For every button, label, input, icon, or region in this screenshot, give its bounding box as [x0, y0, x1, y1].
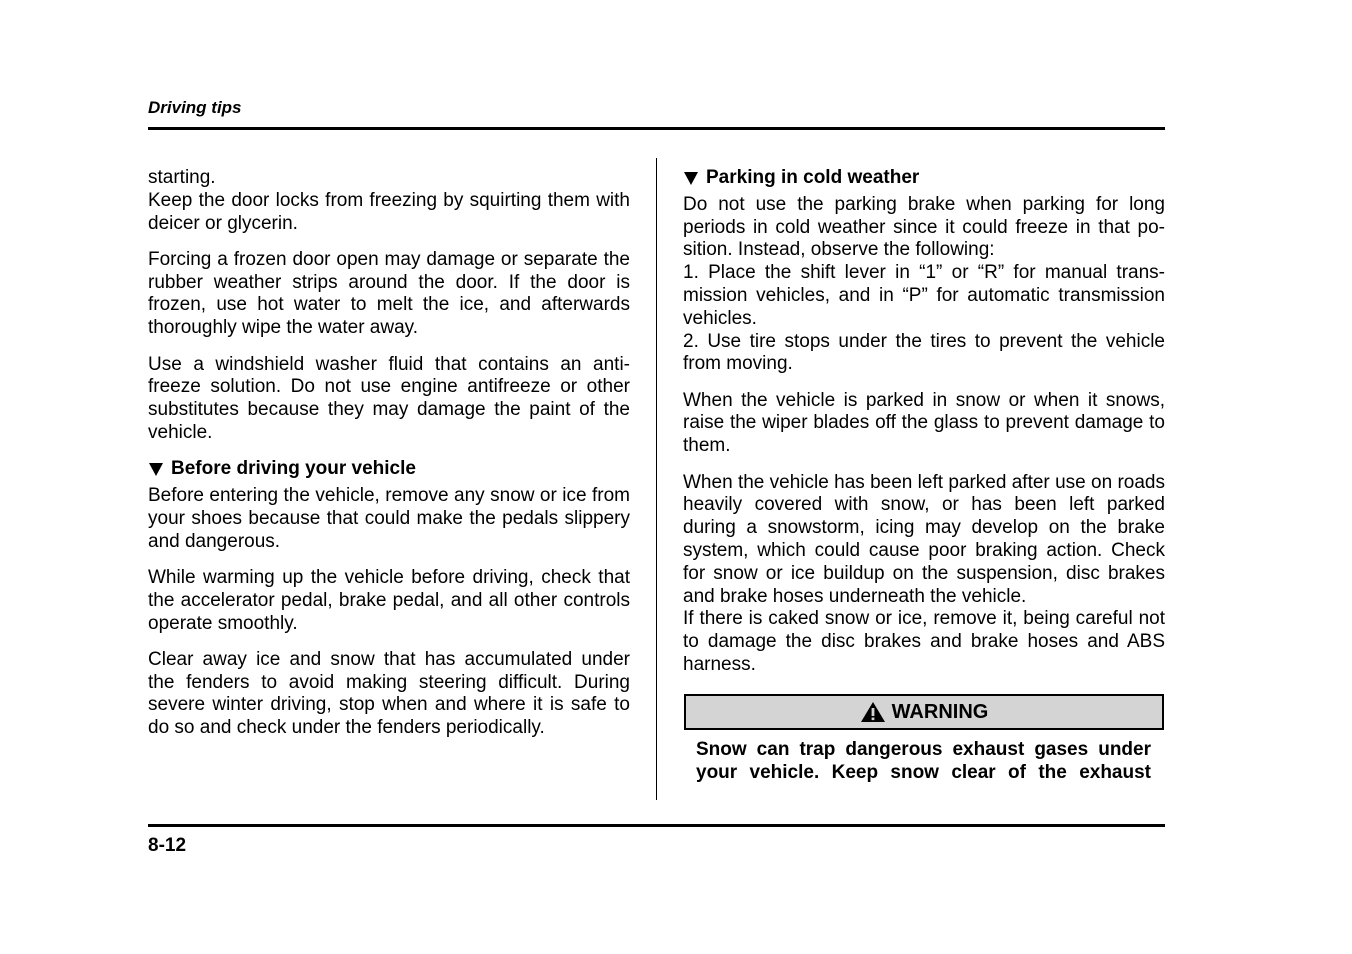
section-heading	[683, 167, 1165, 190]
paragraph: Do not use the parking brake when parking for long periods in cold weather since it could freeze in that po-sition. Instead, observe the following:	[683, 193, 1165, 261]
triangle-bullet-icon	[684, 172, 698, 185]
paragraph: When the vehicle is parked in snow or when it snows, raise the wiper blades off the glass to prevent damage to them.	[683, 389, 1165, 457]
paragraph: Forcing a frozen door open may damage or separate the rubber weather strips around the door. If the door is frozen, use hot water to melt the ice, and afterwards thoroughly wipe the water away.	[148, 248, 630, 339]
left-column	[148, 167, 630, 754]
warning-triangle-icon	[860, 701, 886, 723]
paragraph: While warming up the vehicle before driving, check that the accelerator pedal, brake pedal, and all other controls operate smoothly.	[148, 566, 630, 634]
list-item: 2. Use tire stops under the tires to prevent the vehicle from moving.	[683, 330, 1165, 375]
paragraph: starting.	[148, 167, 216, 188]
triangle-bullet-icon	[149, 463, 163, 476]
footer-rule	[148, 824, 1165, 827]
header-rule	[148, 127, 1165, 130]
right-column	[683, 167, 1165, 690]
warning-banner	[684, 694, 1164, 730]
paragraph: If there is caked snow or ice, remove it, being careful not to damage the disc brakes and brake hoses and ABS harness.	[683, 608, 1165, 675]
section-heading-text: Parking in cold weather	[706, 167, 920, 188]
paragraph: Keep the door locks from freezing by squirting them with deicer or glycerin.	[148, 189, 630, 234]
running-head: Driving tips	[148, 98, 242, 117]
section-heading-text: Before driving your vehicle	[171, 458, 416, 480]
list-item: 1. Place the shift lever in “1” or “R” for manual trans-mission vehicles, and in “P” for automatic transmission vehicles.	[683, 262, 1165, 329]
paragraph: Clear away ice and snow that has accumulated under the fenders to avoid making steering difficult. During severe winter driving, stop when and where it is safe to do so and check under the fenders periodically.	[148, 648, 630, 739]
page-number: 8-12	[148, 835, 187, 856]
warning-text: Snow can trap dangerous exhaust gases under your vehicle. Keep snow clear of the exhaust	[696, 739, 1151, 783]
warning-label: WARNING	[891, 700, 989, 723]
column-divider	[656, 158, 657, 800]
paragraph: Use a windshield washer fluid that contains an anti-freeze solution. Do not use engine antifreeze or other substitutes because they may damage the paint of the vehicle.	[148, 353, 630, 443]
paragraph: When the vehicle has been left parked after use on roads heavily covered with snow, or has been left parked during a snowstorm, icing may develop on the brake system, which could cause poor braking action. Check for snow or ice buildup on the suspension, disc brakes and brake hoses underneath the vehicle.	[683, 471, 1165, 607]
paragraph: Before entering the vehicle, remove any snow or ice from your shoes because that could make the pedals slippery and dangerous.	[148, 485, 630, 552]
section-heading	[148, 458, 630, 481]
